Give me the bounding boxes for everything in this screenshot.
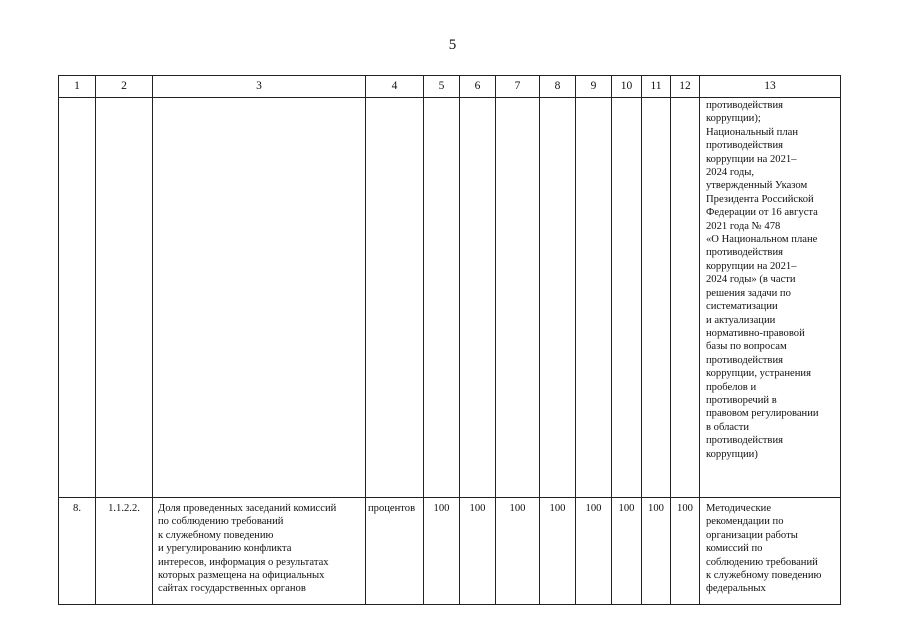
empty-cell	[540, 98, 576, 498]
empty-cell	[366, 98, 424, 498]
empty-cell	[153, 98, 366, 498]
legal-basis-cell	[700, 498, 841, 605]
value: 100	[469, 503, 486, 514]
indicator-text: Доля проведенных заседаний комиссий по соблюдению требований к служебному поведению и урегулированию конфликта интересов, информация о результатах которых размещена на официальных сайтах государственных органов	[158, 503, 337, 595]
column-header: 5	[424, 76, 460, 98]
legal-basis-cell	[700, 98, 841, 498]
empty-cell	[460, 98, 496, 498]
legal-basis-text: противодействия коррупции); Национальный план противодействия коррупции на 2021– 2024 годы, утвержденный Указом Президента Российской Федерации от 16 августа 2021 года № 478 «О Национальном плане противодействия коррупции на 2021– 2024 годы» (в части решения задачи по систематизации и актуализации нормативно-правовой базы по вопросам противодействия коррупции, устранения пробелов и противоречий в правовом регулировании в области противодействия коррупции)	[706, 100, 819, 460]
row-code-cell	[96, 498, 153, 605]
column-header: 7	[496, 76, 540, 98]
column-header: 4	[366, 76, 424, 98]
value: 100	[549, 503, 566, 514]
value-cell	[496, 498, 540, 605]
empty-cell	[96, 98, 153, 498]
indicators-table	[58, 75, 841, 605]
value-cell	[576, 498, 612, 605]
column-header: 11	[642, 76, 671, 98]
page-number: 5	[448, 37, 457, 53]
empty-cell	[576, 98, 612, 498]
table-header-row	[59, 76, 841, 98]
value-cell	[424, 498, 460, 605]
row-number: 8.	[73, 503, 81, 514]
table-row	[59, 498, 841, 605]
empty-cell	[424, 98, 460, 498]
value: 100	[509, 503, 526, 514]
value-cell	[671, 498, 700, 605]
empty-cell	[496, 98, 540, 498]
value-cell	[460, 498, 496, 605]
value: 100	[648, 503, 664, 514]
unit-cell	[366, 498, 424, 605]
value: 100	[433, 503, 450, 514]
empty-cell	[612, 98, 642, 498]
empty-cell	[59, 98, 96, 498]
column-header: 6	[460, 76, 496, 98]
column-header: 12	[671, 76, 700, 98]
legal-basis-text: Методические рекомендации по организации работы комиссий по соблюдению требований к служебному поведению федеральных	[706, 503, 822, 595]
column-header: 10	[612, 76, 642, 98]
row-code: 1.1.2.2.	[108, 503, 140, 514]
value-cell	[540, 498, 576, 605]
value: 100	[585, 503, 602, 514]
column-header: 2	[96, 76, 153, 98]
column-header: 1	[59, 76, 96, 98]
value-cell	[642, 498, 671, 605]
empty-cell	[642, 98, 671, 498]
value-cell	[612, 498, 642, 605]
unit-text: процентов	[368, 503, 416, 514]
value: 100	[677, 503, 693, 514]
table-row-continuation	[59, 98, 841, 498]
column-header: 3	[153, 76, 366, 98]
column-header: 8	[540, 76, 576, 98]
row-number-cell	[59, 498, 96, 605]
value: 100	[618, 503, 635, 514]
indicator-cell	[153, 498, 366, 605]
column-header: 9	[576, 76, 612, 98]
column-header: 13	[700, 76, 841, 98]
empty-cell	[671, 98, 700, 498]
